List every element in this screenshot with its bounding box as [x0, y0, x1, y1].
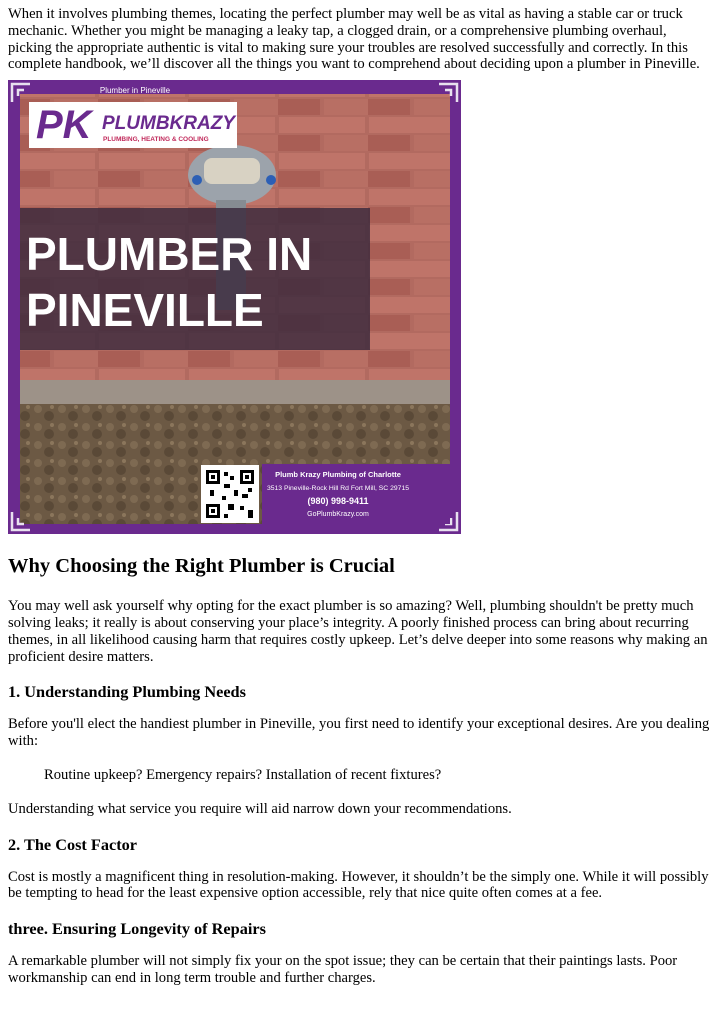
hero-top-caption: Plumber in Pineville [99, 86, 171, 96]
headline-line-1: PLUMBER IN [26, 228, 313, 281]
headline-line-2: PINEVILLE [26, 284, 264, 337]
contact-address: 3513 Pineville-Rock Hill Rd Fort Mill, SC 29715 [266, 485, 410, 493]
service-list-quote: Routine upkeep? Emergency repairs? Installation of recent fixtures? [44, 766, 442, 783]
intro-paragraph: When it involves plumbing themes, locating the perfect plumber may well be as vital as having a stable car or truck mechanic. Whether you might be managing a leaky tap, a clogged drain, or a comprehensive plumbing overhaul, picking the appropriate authentic is vital to making sure your troubles are resolved successfully and correctly. In this complete handbook, we’ll discover all the things you want to comprehend about deciding upon a plumber in Pineville. [8, 6, 700, 73]
body-understanding-after: Understanding what service you require will aid narrow down your recommendations. [8, 800, 512, 817]
qr-code-icon [201, 465, 259, 523]
contact-website: GoPlumbKrazy.com [307, 511, 369, 519]
subheading-longevity: three. Ensuring Longevity of Repairs [8, 919, 266, 939]
contact-company: Plumb Krazy Plumbing of Charlotte [275, 470, 401, 480]
body-cost: Cost is mostly a magnificent thing in resolution-making. However, it shouldn’t be the simply one. While it will possibly be tempting to head for the least expensive option accessible, rely that nice quite often comes at a fee. [8, 868, 709, 902]
section-heading-why: Why Choosing the Right Plumber is Crucial [8, 555, 395, 578]
logo-wordmark: PLUMBKRAZY [102, 113, 235, 135]
body-longevity: A remarkable plumber will not simply fix your on the spot issue; they can be certain that their paintings lasts. Poor workmanship can end in long term trouble and further charges. [8, 953, 678, 986]
contact-phone: (980) 998-9411 [307, 496, 369, 507]
logo [29, 102, 237, 148]
logo-tagline: PLUMBING, HEATING & COOLING [103, 136, 209, 144]
logo-initials: PK [36, 103, 92, 148]
hero-image [8, 80, 461, 534]
subheading-understanding: 1. Understanding Plumbing Needs [8, 682, 246, 702]
section-body-why: You may well ask yourself why opting for the exact plumber is so amazing? Well, plumbing shouldn't be pretty much solving leaks; it really is about conserving your place’s integrity. A poorly finished process can bring about recurring themes, in all likelihood causing harm that requires costly upkeep. Let’s delve deeper into some reasons why making an proficient desire matters. [8, 598, 708, 665]
body-understanding: Before you'll elect the handiest plumber in Pineville, you first need to identify your exceptional desires. Are you dealing with: [8, 716, 710, 750]
subheading-cost: 2. The Cost Factor [8, 834, 138, 854]
foundation-ledge [20, 380, 450, 404]
